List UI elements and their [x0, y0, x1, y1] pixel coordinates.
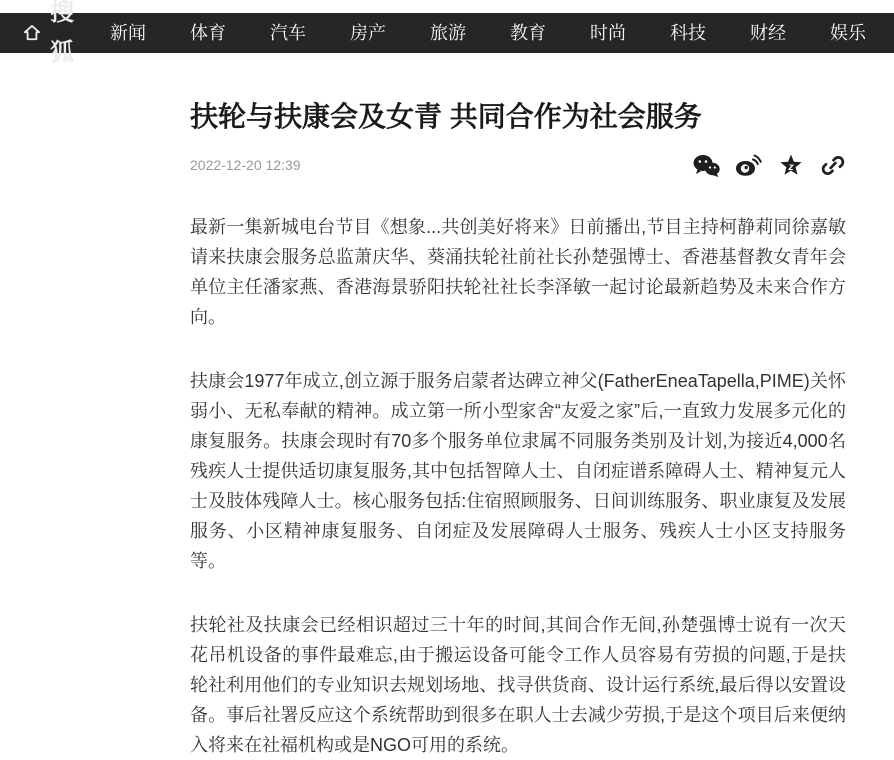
copy-link-icon[interactable]: [819, 153, 846, 177]
nav-item-auto[interactable]: 汽车: [270, 23, 306, 43]
article-main: [190, 100, 846, 760]
nav-item-realestate[interactable]: 房产: [350, 23, 386, 43]
article-paragraph-2: 扶康会1977年成立,创立源于服务启蒙者达碑立神父(FatherEneaTapella,PIME)关怀弱小、无私奉献的精神。成立第一所小型家舍“友爱之家”后,一直致力发展多元化的康复服务。扶康会现时有70多个服务单位隶属不同服务类别及计划,为接近4,000名残疾人士提供适切康复服务,其中包括智障人士、自闭症谱系障碍人士、精神复元人士及肢体残障人士。核心服务包括:住宿照顾服务、日间训练服务、职业康复及发展服务、小区精神康复服务、自闭症及发展障碍人士服务、残疾人士小区支持服务等。: [190, 371, 846, 571]
nav-item-tech[interactable]: 科技: [670, 23, 706, 43]
nav-menu: [88, 13, 888, 53]
home-icon: [22, 23, 42, 43]
share-bar: [693, 153, 846, 177]
logo-text: 搜狐: [50, 0, 76, 66]
wechat-share-icon[interactable]: [693, 153, 720, 177]
qzone-share-icon[interactable]: [777, 153, 804, 177]
sohu-logo[interactable]: [22, 0, 76, 73]
publish-date: 2022-12-20 12:39: [190, 157, 301, 173]
nav-item-entertainment[interactable]: 娱乐: [830, 23, 866, 43]
weibo-share-icon[interactable]: [735, 153, 762, 177]
nav-item-travel[interactable]: 旅游: [430, 23, 466, 43]
top-navbar: [0, 0, 894, 66]
nav-item-sports[interactable]: 体育: [190, 23, 226, 43]
nav-item-finance[interactable]: 财经: [750, 23, 786, 43]
svg-text:z: z: [787, 160, 794, 173]
nav-item-news[interactable]: 新闻: [110, 23, 146, 43]
article-body: [190, 212, 846, 760]
nav-item-education[interactable]: 教育: [510, 23, 546, 43]
article-paragraph-1: 最新一集新城电台节目《想象...共创美好将来》日前播出,节目主持柯静莉同徐嘉敏请来扶康会服务总监萧庆华、葵涌扶轮社前社长孙楚强博士、香港基督教女青年会单位主任潘家燕、香港海景骄阳扶轮社社长李泽敏一起讨论最新趋势及未来合作方向。: [190, 217, 846, 327]
article-paragraph-3: 扶轮社及扶康会已经相识超过三十年的时间,其间合作无间,孙楚强博士说有一次天花吊机设备的事件最难忘,由于搬运设备可能令工作人员容易有劳损的问题,于是扶轮社利用他们的专业知识去规划场地、找寻供货商、设计运行系统,最后得以安置设备。事后社署反应这个系统帮助到很多在职人士去减少劳损,于是这个项目后来便纳入将来在社福机构或是NGO可用的系统。: [190, 615, 846, 755]
article-meta-row: [190, 151, 846, 179]
nav-item-fashion[interactable]: 时尚: [590, 23, 626, 43]
article-title: 扶轮与扶康会及女青 共同合作为社会服务: [190, 101, 702, 132]
